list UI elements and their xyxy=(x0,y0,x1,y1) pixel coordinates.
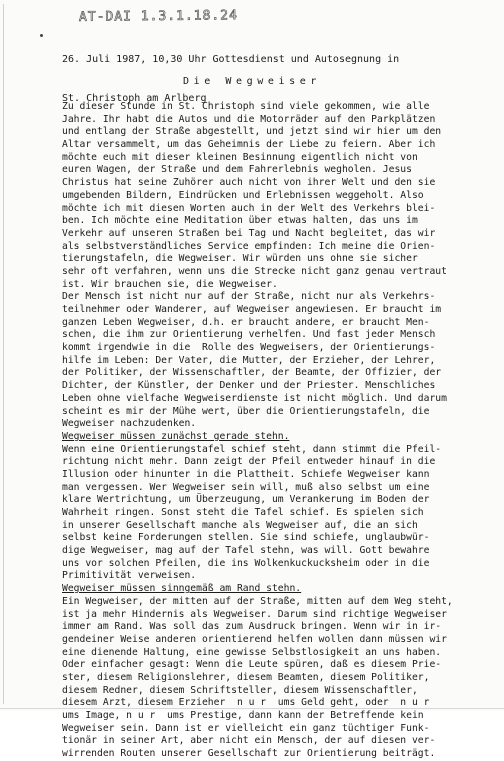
text-line: tionär in seiner Art, aber nicht ein Mensch, der auf diesen ver- xyxy=(62,735,436,747)
text-line: schen, die ihm zur Orientierung verhelfen. Und fast jeder Mensch xyxy=(62,329,436,341)
text-line: Wegweiser sein. Dann ist er vielleicht ein ganz tüchtiger Funk- xyxy=(62,722,430,734)
text-line: teilnehmer oder Wanderer, auf Wegweiser angewiesen. Er braucht im xyxy=(62,304,442,315)
text-line: man vergessen. Wer Wegweiser sein will, muß also selbst um eine xyxy=(62,481,430,493)
text-line: Zu dieser Stunde in St. Christoph sind viele gekommen, wie alle xyxy=(62,101,430,112)
text-line: ben. Ich möchte eine Meditation über etwas halten, das uns im xyxy=(62,215,418,227)
text-line: Jahre. Ihr habt die Autos und die Motorräder auf den Parkplätzen xyxy=(62,113,436,125)
text-line: ist ja mehr Hindernis als Wegweiser. Darum sind richtige Wegweiser xyxy=(62,608,447,620)
header-line-2: St. Christoph am Arlberg xyxy=(62,93,207,104)
text-line: ist. Wir brauchen sie, die Wegweiser. xyxy=(62,278,278,290)
text-line: Ein Wegweiser, der mitten auf der Straße, mitten auf dem Weg steht, xyxy=(62,595,453,607)
text-line: Wenn eine Orientierungstafel schief steht, dann stimmt die Pfeil- xyxy=(62,443,442,455)
header-line-1: 26. Juli 1987, 10,30 Uhr Gottesdienst und Autosegnung in xyxy=(62,54,400,65)
text-line: als selbstverständliches Service empfinden: Ich meine die Orien- xyxy=(62,240,436,252)
text-line: ster, diesem Religionslehrer, diesem Beamten, diesem Politiker, xyxy=(62,671,430,683)
text-line: Verkehr auf unseren Straßen bei Tag und Nacht begleitet, das wir xyxy=(62,227,436,239)
text-line: umgebenden Bildern, Eindrücken und Erlebnissen weggeholt. Also xyxy=(62,189,424,201)
text-line: Leben ohne vielfache Wegweiserdienste ist nicht möglich. Und darum xyxy=(62,392,447,404)
text-line: selbst keine Forderungen stellen. Sie sind schiefe, unglaubwür- xyxy=(62,532,430,544)
text-line: Illusion oder hinunter in die Plattheit. Schiefe Wegweiser kann xyxy=(62,468,430,480)
text-line: Christus hat seine Zuhörer auch nicht von ihrer Welt und den sie xyxy=(62,177,436,189)
text-line: diesem Arzt, diesem Erzieher n u r ums Geld geht, oder n u r xyxy=(62,697,430,709)
text-line: gendeiner Weise anderen orientierend helfen wollen dann müssen wir xyxy=(62,633,447,645)
text-line: ganzen Leben Wegweiser, d.h. er braucht andere, er braucht Men- xyxy=(62,316,430,328)
text-line: kommt irgendwie in die Rolle des Wegweisers, der Orientierungs- xyxy=(62,342,436,354)
archive-stamp: AT-DAI 1.3.1.18.24 xyxy=(78,8,238,25)
text-line: hilfe im Leben: Der Vater, die Mutter, der Erzieher, der Lehrer, xyxy=(62,354,436,366)
text-line: Dichter, der Künstler, der Denker und der Priester. Menschliches xyxy=(62,380,436,392)
document-title: Die Wegweiser xyxy=(182,76,322,87)
text-line: scheint es mir der Mühe wert, über die Orientierungstafeln, die xyxy=(62,405,430,417)
text-line: Der Mensch ist nicht nur auf der Straße, nicht nur als Verkehrs- xyxy=(62,291,436,303)
text-line: immer am Rand. Was soll das zum Ausdruck bringen. Wenn wir in ir- xyxy=(62,621,442,633)
text-line: wirrenden Routen unserer Gesellschaft zur Orientierung beiträgt. xyxy=(62,748,436,760)
text-line: uns vor solchen Pfeilen, die ins Wolkenkuckucksheim oder in die xyxy=(62,557,430,569)
text-line: Wahrheit ringen. Sonst steht die Tafel schief. Es spielen sich xyxy=(62,507,424,518)
text-line: sehr oft verfahren, wenn uns die Strecke nicht ganz genau vertraut xyxy=(62,265,447,277)
text-line: möchte ich mit diesen Worten auch in der Welt des Verkehrs blei- xyxy=(62,202,436,214)
text-line: dige Wegweiser, mag auf der Tafel stehn, was will. Gott bewahre xyxy=(62,545,430,557)
text-line: klare Wertrichtung, um Überzeugung, um Verankerung im Boden der xyxy=(62,494,430,506)
text-line: Primitivität verweisen. xyxy=(62,570,197,582)
text-line: euren Wagen, der Straße und dem Fahrerlebnis wegholen. Jesus xyxy=(62,164,412,176)
text-line: eine dienende Haltung, eine gewisse Selbstlosigkeit an uns haben. xyxy=(62,646,442,658)
text-line: richtung nicht mehr. Dann zeigt der Pfeil entweder hinauf in die xyxy=(62,456,436,468)
text-line: Oder einfacher gesagt: Wenn die Leute spüren, daß es diesem Prie- xyxy=(62,659,442,671)
scan-edge xyxy=(3,4,12,704)
text-line: diesem Redner, diesem Schriftsteller, diesem Wissenschaftler, xyxy=(62,684,418,696)
section-heading: Wegweiser müssen zunächst gerade stehn. xyxy=(62,430,290,442)
text-line: in unserer Gesellschaft manche als Wegweiser auf, die an sich xyxy=(62,519,418,531)
text-line: möchte euch mit dieser kleinen Besinnung eigentlich nicht von xyxy=(62,151,418,163)
document-body xyxy=(62,101,502,761)
scan-bottom-edge xyxy=(0,708,504,709)
punch-dot xyxy=(40,34,43,37)
text-line: ums Image, n u r ums Prestige, dann kann der Betreffende kein xyxy=(62,710,424,721)
text-line: der Politiker, der Wissenschaftler, der Beamte, der Offizier, der xyxy=(62,367,442,379)
text-line: Altar versammelt, um das Geheimnis der Liebe zu feiern. Aber ich xyxy=(62,139,436,151)
text-line: tierungstafeln, die Wegweiser. Wir würden uns ohne sie sicher xyxy=(62,253,418,265)
text-line: Wegweiser nachzudenken. xyxy=(62,418,197,430)
section-heading: Wegweiser müssen sinngemäß am Rand stehn. xyxy=(62,583,302,595)
text-line: und entlang der Straße abgestellt, und jetzt sind wir hier um den xyxy=(62,126,442,138)
